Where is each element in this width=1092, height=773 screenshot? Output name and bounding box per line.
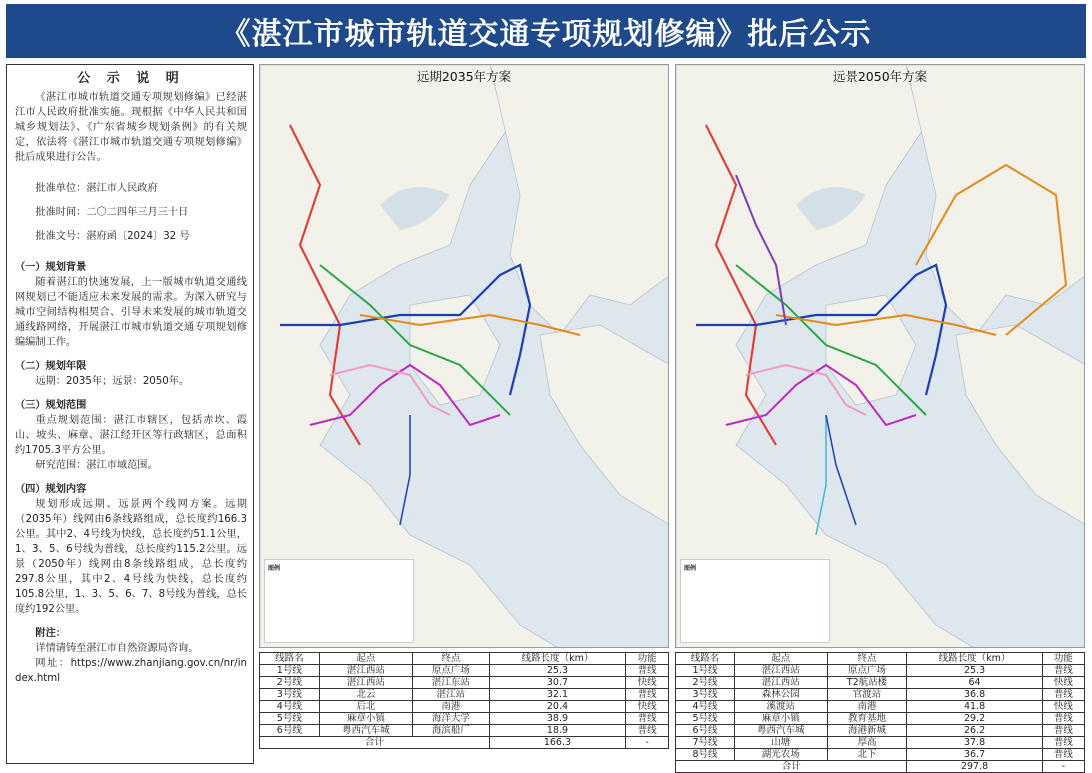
cell: 普线 <box>626 713 669 725</box>
map-2035 <box>259 64 669 648</box>
table-row <box>676 701 1085 713</box>
table-row <box>676 737 1085 749</box>
notice-heading: 公 示 说 明 <box>77 71 185 86</box>
approval-doc: 批准文号：湛府函〔2024〕32 号 <box>35 231 190 242</box>
cell: 海洋大学 <box>413 713 490 725</box>
table-row <box>260 677 669 689</box>
table-row <box>676 689 1085 701</box>
cell: 4号线 <box>260 701 320 713</box>
notice-intro: 《湛江市城市轨道交通专项规划修编》已经湛江市人民政府批准实施。现根据《中华人民共和国城乡规划法》、《广东省城乡规划条例》的有关规定，依法将《湛江市城市轨道交通专项规划修编》批后成果进行公告。 <box>15 92 247 163</box>
map-2050 <box>675 64 1085 648</box>
cell: 快线 <box>1042 701 1084 713</box>
section-background-title: （一）规划背景 <box>15 262 87 273</box>
cell: 海港新城 <box>827 725 907 737</box>
cell: 5号线 <box>676 713 735 725</box>
approval-time: 批准时间：二〇二四年三月三十日 <box>35 207 189 218</box>
cell: 粤西汽车城 <box>319 725 412 737</box>
total-label: 合计 <box>676 761 907 773</box>
cell: 3号线 <box>676 689 735 701</box>
cell: 湛江站 <box>413 689 490 701</box>
total-label: 合计 <box>260 737 490 749</box>
section-content-title: （四）规划内容 <box>15 484 87 495</box>
section-background-text: 随着湛江的快速发展，上一版城市轨道交通线网规划已不能适应未来发展的需求。为深入研究与城市空间结构相契合、引导未来发展的城市轨道交通线路网络，开展湛江市城市轨道交通专项规划修编编制工作。 <box>15 277 247 348</box>
table-row <box>260 689 669 701</box>
total-value: 166.3 <box>489 737 626 749</box>
cell: 18.9 <box>489 725 626 737</box>
lines-table-2050 <box>675 652 1085 773</box>
cell: 普线 <box>626 665 669 677</box>
cell: 山塘 <box>735 737 828 749</box>
section-period-text: 远期：2035年；远景：2050年。 <box>35 376 190 387</box>
cell: 快线 <box>626 677 669 689</box>
col-end: 终点 <box>413 653 490 665</box>
col-line-name: 线路名 <box>260 653 320 665</box>
table-row <box>676 725 1085 737</box>
cell: T2航站楼 <box>827 677 907 689</box>
cell: 2号线 <box>676 677 735 689</box>
note-title: 附注： <box>35 628 66 639</box>
cell: 湛江西站 <box>319 677 412 689</box>
table-row <box>676 677 1085 689</box>
cell: 后北 <box>319 701 412 713</box>
cell: 北下 <box>827 749 907 761</box>
total-value: 297.8 <box>907 761 1042 773</box>
map-2035-legend <box>264 559 414 643</box>
cell: 普线 <box>1042 749 1084 761</box>
cell: 41.8 <box>907 701 1042 713</box>
cell: 教育基地 <box>827 713 907 725</box>
lines-table-2035 <box>259 652 669 749</box>
cell: 1号线 <box>260 665 320 677</box>
cell: 36.7 <box>907 749 1042 761</box>
table-row <box>676 749 1085 761</box>
cell: 37.8 <box>907 737 1042 749</box>
table-row <box>676 713 1085 725</box>
cell: 4号线 <box>676 701 735 713</box>
cell: 湛江东站 <box>413 677 490 689</box>
table-row <box>676 665 1085 677</box>
note-text: 详情请铸至湛江市自然资源局咨询。 <box>35 643 199 654</box>
cell: 湛江西站 <box>735 677 828 689</box>
section-content-text: 规划形成远期、远景两个线网方案。远期（2035年）线网由6条线路组成，总长度约166.3公里。其中2、4号线为快线，总长度约51.1公里，1、3、5、6号线为普线，总长度约115.2公里。远景（2050年）线网由8条线路组成，总长度约297.8公里，其中2、4号线为快线，总长度约105.8公里，1、3、5、6、7、8号线为普线，总长度约192公里。 <box>15 499 247 615</box>
cell: 普线 <box>1042 725 1084 737</box>
cell: 6号线 <box>260 725 320 737</box>
cell: 2号线 <box>260 677 320 689</box>
table-header-row <box>260 653 669 665</box>
notice-panel <box>6 64 254 764</box>
map-2050-title: 远景2050年方案 <box>832 69 928 84</box>
cell: 3号线 <box>260 689 320 701</box>
section-scope-research: 研究范围：湛江市域范围。 <box>35 460 158 471</box>
table-row <box>260 725 669 737</box>
cell: 1号线 <box>676 665 735 677</box>
table-row <box>260 701 669 713</box>
cell: 官渡站 <box>827 689 907 701</box>
col-function: 功能 <box>626 653 669 665</box>
cell: 普线 <box>626 689 669 701</box>
cell: 原点广场 <box>827 665 907 677</box>
cell: 普线 <box>1042 665 1084 677</box>
section-scope-text: 重点规划范围：湛江市辖区，包括赤坎、霞山、坡头、麻章、湛江经开区等行政辖区，总面积约1705.3平方公里。 <box>15 415 247 456</box>
cell: 普线 <box>626 725 669 737</box>
table-row <box>260 713 669 725</box>
table-total-row <box>676 761 1085 773</box>
col-line-name: 线路名 <box>676 653 735 665</box>
map-2035-title: 远期2035年方案 <box>416 69 512 84</box>
total-function: - <box>626 737 669 749</box>
map-2035-legend-title: 图例 <box>268 565 281 572</box>
cell: 麻章小镇 <box>735 713 828 725</box>
cell: 6号线 <box>676 725 735 737</box>
cell: 湛江西站 <box>319 665 412 677</box>
cell: 36.8 <box>907 689 1042 701</box>
page-title: 《湛江市城市轨道交通专项规划修编》批后公示 <box>220 17 872 52</box>
cell: 湖光农场 <box>735 749 828 761</box>
col-end: 终点 <box>827 653 907 665</box>
cell: 25.3 <box>907 665 1042 677</box>
cell: 5号线 <box>260 713 320 725</box>
cell: 厚高 <box>827 737 907 749</box>
approval-unit: 批准单位：湛江市人民政府 <box>35 183 158 194</box>
section-scope-title: （三）规划范围 <box>15 400 87 411</box>
cell: 快线 <box>1042 677 1084 689</box>
cell: 29.2 <box>907 713 1042 725</box>
cell: 原点广场 <box>413 665 490 677</box>
section-period-title: （二）规划年限 <box>15 361 87 372</box>
cell: 38.9 <box>489 713 626 725</box>
website-link[interactable]: 网址：https://www.zhanjiang.gov.cn/nr/index.html <box>15 658 247 684</box>
cell: 北云 <box>319 689 412 701</box>
cell: 粤西汽车城 <box>735 725 828 737</box>
cell: 森林公园 <box>735 689 828 701</box>
cell: 快线 <box>626 701 669 713</box>
col-function: 功能 <box>1042 653 1084 665</box>
col-start: 起点 <box>735 653 828 665</box>
table-total-row <box>260 737 669 749</box>
table-header-row <box>676 653 1085 665</box>
col-length: 线路长度（km） <box>907 653 1042 665</box>
cell: 32.1 <box>489 689 626 701</box>
cell: 普线 <box>1042 689 1084 701</box>
cell: 20.4 <box>489 701 626 713</box>
map-2050-legend-title: 图例 <box>684 565 697 572</box>
cell: 南港 <box>413 701 490 713</box>
cell: 8号线 <box>676 749 735 761</box>
cell: 普线 <box>1042 713 1084 725</box>
col-start: 起点 <box>319 653 412 665</box>
cell: 7号线 <box>676 737 735 749</box>
cell: 湛江西站 <box>735 665 828 677</box>
cell: 海滨船厂 <box>413 725 490 737</box>
cell: 30.7 <box>489 677 626 689</box>
col-length: 线路长度（km） <box>489 653 626 665</box>
cell: 南港 <box>827 701 907 713</box>
cell: 溪渡站 <box>735 701 828 713</box>
total-function: - <box>1042 761 1084 773</box>
cell: 25.3 <box>489 665 626 677</box>
map-2050-legend <box>680 559 830 643</box>
cell: 麻章小镇 <box>319 713 412 725</box>
page-header <box>6 4 1086 58</box>
table-row <box>260 665 669 677</box>
cell: 26.2 <box>907 725 1042 737</box>
cell: 64 <box>907 677 1042 689</box>
cell: 普线 <box>1042 737 1084 749</box>
